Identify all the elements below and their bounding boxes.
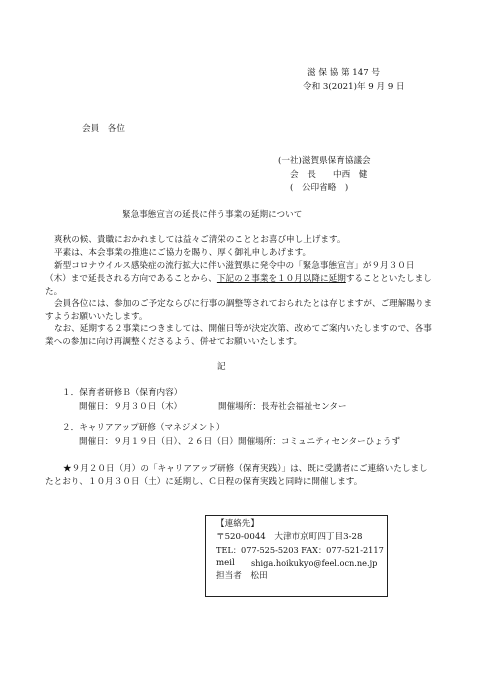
item-1-place: 開催場所：長寿社会福祉センター	[218, 402, 347, 412]
contact-address: 〒520-0044 大津市京町四丁目3-28	[216, 532, 363, 542]
postponement-note: ★９月２０日（月）の「キャリアアップ研修（保育実践）」は、既に受講者にご連絡いたしましたとおり、１０月３０日（土）に延期し、Ｃ日程の保育実践と同時に開催します。	[45, 464, 428, 487]
body-paragraph-1: 爽秋の候、貴職におかれましては益々ご清栄のこととお喜び申し上げます。	[54, 235, 346, 245]
item-1-date: 開催日：９月３０日（木）	[79, 402, 183, 412]
contact-heading: 【連絡先】	[216, 519, 259, 529]
item-2-title: ２．キャリアアップ研修（マネジメント）	[62, 423, 225, 433]
document-number: 滋 保 協 第 147 号	[307, 68, 381, 78]
item-1-title: １．保育者研修Ｂ（保育内容）	[62, 388, 183, 398]
underlined-postponement: 下記の２事業を１０月以降に延期	[216, 274, 346, 284]
contact-phone-fax: TEL：077-525-5203 FAX：077-521-2117	[216, 545, 384, 555]
body-paragraph-2: 平素は、本会事業の推進にご協力を賜り、厚く御礼申しあげます。	[54, 248, 312, 258]
contact-box	[205, 515, 388, 597]
subject-line: 緊急事態宣言の延長に伴う事業の延期について	[122, 210, 303, 220]
contact-mail-address[interactable]: shiga.hoikukyo@feel.ocn.ne.jp	[251, 558, 378, 568]
body-paragraph-4: 会員各位には、参加のご予定ならびに行事の調整等されておられたとは存じますが、ご理解賜りますようお願いいたします。	[45, 299, 433, 322]
addressee: 会員 各位	[82, 124, 125, 134]
contact-mail-label: meil	[216, 558, 235, 568]
body-paragraph-5: なお、延期する２事業につきましては、開催日等が決定次第、改めてご案内いたしますので、各事業への参加に向け再調整くださるよう、併せてお願いいたします。	[45, 324, 432, 347]
seal-omitted-note: ( 公印省略 )	[290, 183, 349, 193]
sender-title-name: 会 長 中西 健	[290, 170, 368, 180]
sender-org: (一社)滋賀県保育協議会	[278, 156, 371, 166]
ki-marker: 記	[217, 362, 226, 372]
item-2-date-place: 開催日：９月１９日（日）、２６日（日）開催場所：コミュニティセンターひょうず	[79, 437, 401, 447]
document-date: 令和 3(2021)年 9 月 9 日	[303, 82, 405, 92]
contact-person: 担当者 松田	[216, 571, 268, 581]
body-paragraph-3: 新型コロナウイルス感染症の流行拡大に伴い滋賀県に発令中の「緊急事態宣言」が９月３０日（木）まで延長される方向であることから、下記の２事業を１０月以降に延期することといたしました。	[45, 261, 432, 297]
